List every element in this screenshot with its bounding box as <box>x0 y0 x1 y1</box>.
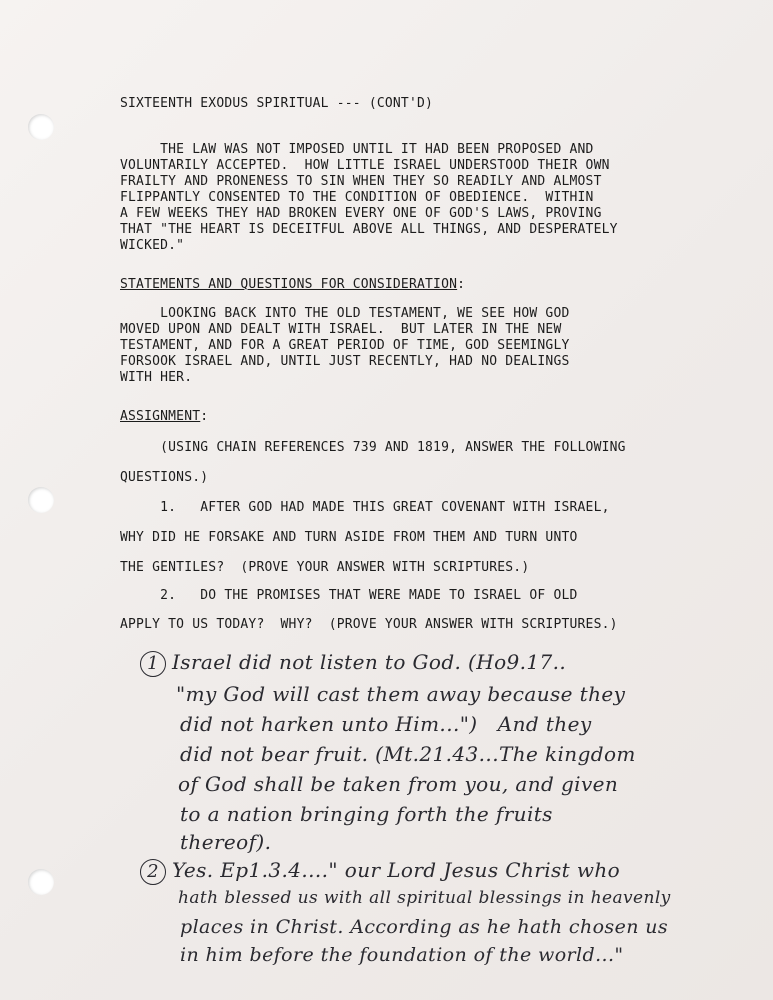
text-line: THAT "THE HEART IS DECEITFUL ABOVE ALL THINGS, AND DESPERATELY <box>120 222 618 237</box>
hand-line: in him before the foundation of the world..." <box>180 944 624 966</box>
text-line: QUESTIONS.) <box>120 470 209 485</box>
hand-line <box>140 650 566 677</box>
text-line: VOLUNTARILY ACCEPTED. HOW LITTLE ISRAEL UNDERSTOOD THEIR OWN <box>120 158 610 173</box>
hand-line <box>140 858 620 885</box>
punch-hole-bottom <box>28 869 54 895</box>
text-line: THE LAW WAS NOT IMPOSED UNTIL IT HAD BEEN PROPOSED AND <box>120 142 594 157</box>
text-line: LOOKING BACK INTO THE OLD TESTAMENT, WE SEE HOW GOD <box>120 306 570 321</box>
text-line: MOVED UPON AND DEALT WITH ISRAEL. BUT LATER IN THE NEW <box>120 322 562 337</box>
punch-hole-top <box>28 114 54 140</box>
assignment-heading-colon: : <box>200 409 209 424</box>
statements-heading-text: STATEMENTS AND QUESTIONS FOR CONSIDERATION <box>120 277 458 292</box>
hand-line: places in Christ. According as he hath chosen us <box>180 916 669 938</box>
text-line: FORSOOK ISRAEL AND, UNTIL JUST RECENTLY, HAD NO DEALINGS <box>120 354 570 369</box>
hand-line: "my God will cast them away because they <box>176 682 626 706</box>
text-line: TESTAMENT, AND FOR A GREAT PERIOD OF TIME, GOD SEEMINGLY <box>120 338 570 353</box>
text-line: (USING CHAIN REFERENCES 739 AND 1819, ANSWER THE FOLLOWING <box>120 440 626 455</box>
text-line: WICKED." <box>120 238 185 253</box>
assignment-heading <box>120 409 208 424</box>
text-line: APPLY TO US TODAY? WHY? (PROVE YOUR ANSWER WITH SCRIPTURES.) <box>120 617 618 632</box>
text-line: THE GENTILES? (PROVE YOUR ANSWER WITH SCRIPTURES.) <box>120 560 530 575</box>
hand-text: Yes. Ep1.3.4...." our Lord Jesus Christ who <box>172 858 621 882</box>
punch-hole-middle <box>28 487 54 513</box>
statements-heading-colon: : <box>457 277 466 292</box>
hand-line: did not bear fruit. (Mt.21.43...The kingdom <box>180 742 636 766</box>
page-header: SIXTEENTH EXODUS SPIRITUAL --- (CONT'D) <box>120 96 434 111</box>
text-line: FLIPPANTLY CONSENTED TO THE CONDITION OF OBEDIENCE. WITHIN <box>120 190 594 205</box>
text-line: FRAILTY AND PRONENESS TO SIN WHEN THEY SO READILY AND ALMOST <box>120 174 602 189</box>
text-line: WHY DID HE FORSAKE AND TURN ASIDE FROM THEM AND TURN UNTO <box>120 530 578 545</box>
question-2-line: 2. DO THE PROMISES THAT WERE MADE TO ISRAEL OF OLD <box>120 588 578 603</box>
answer-2-number: 2 <box>140 859 166 885</box>
hand-line: hath blessed us with all spiritual blessings in heavenly <box>178 888 671 908</box>
answer-1-number: 1 <box>140 651 166 677</box>
text-line: A FEW WEEKS THEY HAD BROKEN EVERY ONE OF GOD'S LAWS, PROVING <box>120 206 602 221</box>
text-line: WITH HER. <box>120 370 193 385</box>
question-1-line: 1. AFTER GOD HAD MADE THIS GREAT COVENANT WITH ISRAEL, <box>120 500 610 515</box>
hand-line: of God shall be taken from you, and given <box>178 772 619 796</box>
hand-line: to a nation bringing forth the fruits <box>180 802 553 826</box>
assignment-heading-text: ASSIGNMENT <box>120 409 201 424</box>
hand-line: thereof). <box>180 830 272 854</box>
hand-text: Israel did not listen to God. (Ho9.17.. <box>172 650 567 674</box>
statements-heading <box>120 277 465 292</box>
hand-line: did not harken unto Him...") And they <box>180 712 592 736</box>
